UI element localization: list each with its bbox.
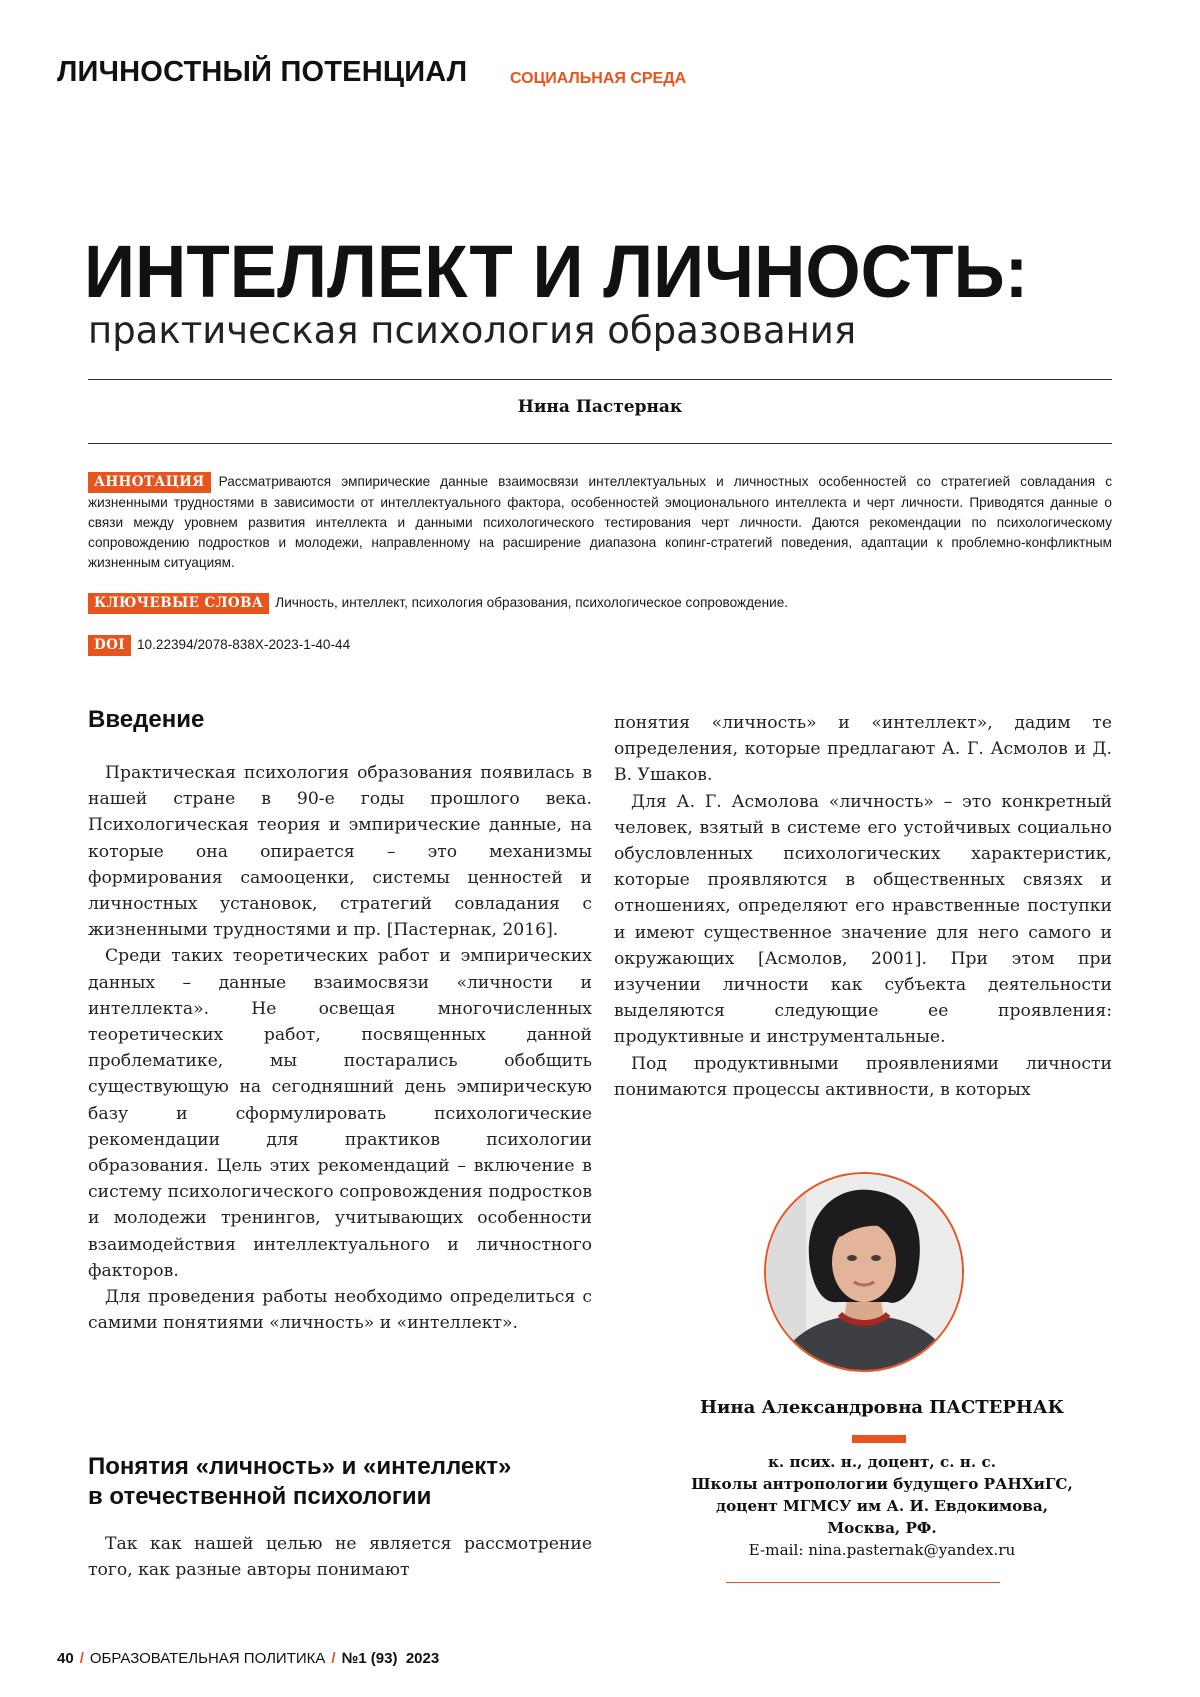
annotation: [88, 472, 1112, 573]
title-divider: [88, 379, 1112, 380]
author-card-info-line: доцент МГМСУ им А. И. Евдокимова,: [652, 1495, 1112, 1517]
right-paragraph: Для А. Г. Асмолова «личность» – это конкретный человек, взятый в системе его устойчивых социально обусловленных психологических характеристик, которые проявляются в общественных связях и отношениях, определяют его нравственные поступки и имеют существенное значение для него самого и окружающих [Асмолов, 2001]. При этом при изучении личности как субъекта деятельности выделяются следующие ее проявления: продуктивные и инструментальные.: [614, 789, 1112, 1051]
right-paragraph: Под продуктивными проявлениями личности понимаются процессы активности, в которых: [614, 1051, 1112, 1103]
concepts-heading: [88, 1452, 511, 1512]
author-card-info-line: Школы антропологии будущего РАНХиГС,: [652, 1473, 1112, 1495]
author-divider: [88, 443, 1112, 444]
keywords-text: Личность, интеллект, психология образования, психологическое сопровождение.: [275, 595, 788, 610]
concepts-heading-line: Понятия «личность» и «интеллект»: [88, 1452, 511, 1482]
article-subtitle: практическая психология образования: [88, 308, 856, 354]
article-author: Нина Пастернак: [88, 397, 1112, 417]
left-paragraph: Практическая психология образования появилась в нашей стране в 90-е годы прошлого века. Психологическая теория и эмпирические данные, на которые она опирается – это механизмы формирования самооценки, системы ценностей и личностных установок, стратегий совладания с жизненными трудностями и пр. [Пастернак, 2016].: [88, 760, 592, 943]
page-footer: [57, 1650, 439, 1667]
author-photo: [764, 1172, 964, 1372]
issue-year: 2023: [406, 1650, 439, 1667]
left-paragraph: Так как нашей целью не является рассмотрение того, как разные авторы понимают: [88, 1531, 592, 1583]
concepts-heading-line: в отечественной психологии: [88, 1482, 511, 1512]
author-card-email: E-mail: nina.pasternak@yandex.ru: [652, 1539, 1112, 1561]
right-paragraph: понятия «личность» и «интеллект», дадим те определения, которые предлагают А. Г. Асмолов и Д. В. Ушаков.: [614, 710, 1112, 789]
author-card-name: Нина Александровна ПАСТЕРНАК: [652, 1396, 1112, 1420]
keywords-label: КЛЮЧЕВЫЕ СЛОВА: [88, 593, 269, 614]
author-card-accent-bar: [852, 1435, 906, 1443]
intro-heading: Введение: [88, 705, 204, 735]
section-subtitle: СОЦИАЛЬНАЯ СРЕДА: [510, 70, 686, 88]
doi-text: 10.22394/2078-838Х-2023-1-40-44: [137, 637, 350, 652]
right-column: [614, 710, 1112, 1103]
author-card-info-line: Москва, РФ.: [652, 1517, 1112, 1539]
doi-label: DOI: [88, 635, 131, 656]
author-card-info: [652, 1451, 1112, 1539]
annotation-text: Рассматриваются эмпирические данные взаимосвязи интеллектуальных и личностных особенностей со стратегией совладания с жизненными трудностями в зависимости от интеллектуального фактора, особенностей эмоционального интеллекта и черт личности. Приводятся данные о связи между уровнем развития интеллекта и данными психологического тестирования черт личности. Даются рекомендации по психологическому сопровождению подростков и молодежи, направленному на расширение диапазона копинг-стратегий поведения, адаптации к проблемно-конфликтным жизненным ситуациям.: [88, 474, 1112, 570]
journal-name: ОБРАЗОВАТЕЛЬНАЯ ПОЛИТИКА: [90, 1650, 326, 1667]
left-paragraph: Среди таких теоретических работ и эмпирических данных – данные взаимосвязи «личности и интеллекта». Не освещая многочисленных теоретических работ, посвященных данной проблематике, мы постарались обобщить существующую на сегодняшний день эмпирическую базу и сформулировать психологические рекомендации для практиков психологии образования. Цель этих рекомендаций – включение в систему психологического сопровождения подростков и молодежи тренингов, учитывающих особенности взаимодействия интеллектуального и личностного факторов.: [88, 943, 592, 1284]
issue-number: №1 (93): [342, 1650, 398, 1667]
article-title: ИНТЕЛЛЕКТ И ЛИЧНОСТЬ:: [84, 232, 1028, 312]
doi: [88, 634, 350, 656]
author-card-divider: [726, 1582, 1000, 1583]
keywords: [88, 592, 788, 614]
left-column: [88, 760, 592, 1336]
left-column-bottom: [88, 1531, 592, 1583]
left-paragraph: Для проведения работы необходимо определиться с самими понятиями «личность» и «интеллект».: [88, 1284, 592, 1336]
author-portrait-icon: [766, 1174, 962, 1370]
footer-slash: /: [331, 1650, 335, 1667]
section-title: ЛИЧНОСТНЫЙ ПОТЕНЦИАЛ: [57, 56, 467, 89]
author-card-info-line: к. псих. н., доцент, с. н. с.: [652, 1451, 1112, 1473]
page-number: 40: [57, 1650, 74, 1667]
annotation-label: АННОТАЦИЯ: [88, 472, 211, 493]
footer-slash: /: [80, 1650, 84, 1667]
